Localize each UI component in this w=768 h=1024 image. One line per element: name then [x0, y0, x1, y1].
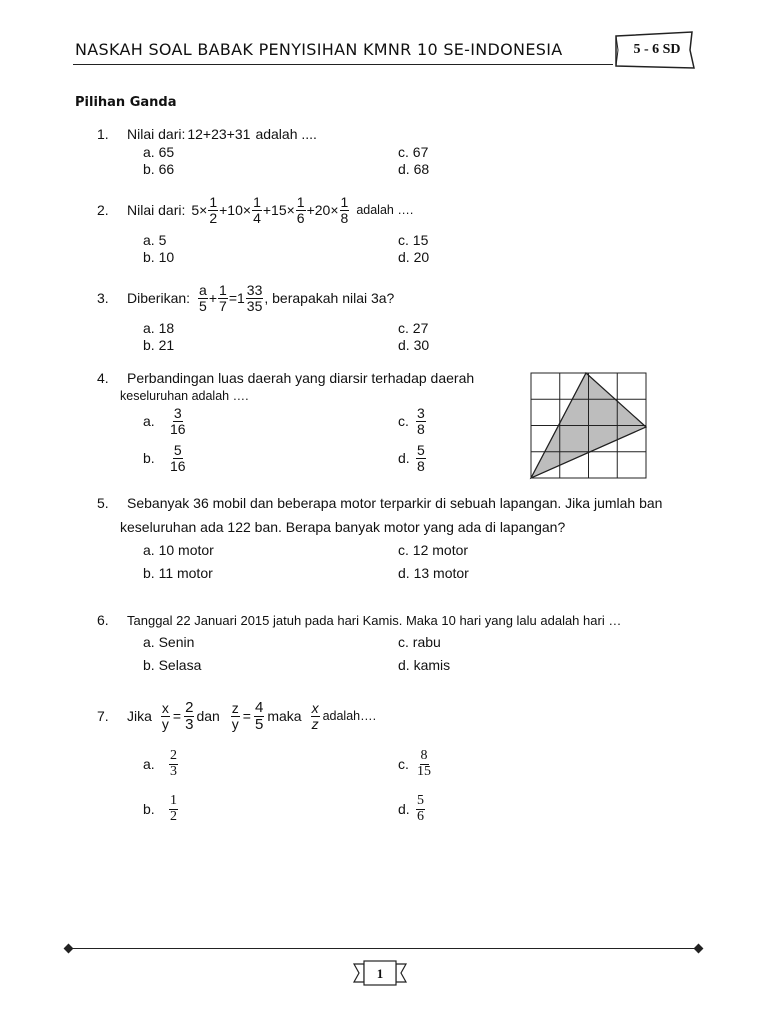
math-term: +10×: [219, 202, 252, 219]
question-number: 7.: [97, 708, 109, 725]
fraction: [254, 700, 264, 733]
numerator: 1: [209, 194, 218, 210]
fraction: [208, 195, 218, 225]
numerator: 3: [173, 405, 182, 421]
math-expression: 12+23+31: [187, 126, 251, 142]
document-title: NASKAH SOAL BABAK PENYISIHAN KMNR 10 SE-INDONESIA: [75, 40, 563, 59]
denominator: 16: [170, 420, 186, 437]
math-term: +20×: [306, 202, 339, 219]
option-a[interactable]: a. Senin: [143, 634, 195, 650]
numerator: 4: [254, 699, 264, 716]
question-suffix: adalah ....: [255, 126, 317, 142]
denominator: z: [311, 715, 319, 732]
math-operator: =: [242, 708, 251, 725]
option-a[interactable]: a. 65: [143, 144, 175, 160]
question-text: Sebanyak 36 mobil dan beberapa motor terparkir di sebuah lapangan. Jika jumlah ban: [127, 495, 663, 511]
question-text: Perbandingan luas daerah yang diarsir terhadap daerah: [127, 370, 475, 386]
math-operator: +: [208, 290, 218, 307]
denominator: 5: [199, 297, 207, 314]
option-a[interactable]: [143, 749, 179, 779]
question-text-continued: keseluruhan adalah ….: [120, 389, 249, 403]
numerator: x: [311, 700, 319, 717]
option-c[interactable]: c. 67: [398, 144, 429, 160]
fraction: [246, 283, 264, 313]
denominator: 2: [209, 209, 218, 226]
numerator: 1: [340, 194, 349, 210]
numerator: 1: [170, 793, 177, 808]
option-label: d.: [398, 801, 410, 818]
fraction: [231, 701, 240, 731]
option-label: c.: [398, 756, 409, 773]
denominator: y: [161, 715, 169, 732]
option-a[interactable]: a. 10 motor: [143, 542, 214, 558]
option-b[interactable]: b. 10: [143, 249, 175, 265]
option-b[interactable]: b. 21: [143, 337, 175, 353]
numerator: 33: [246, 282, 263, 298]
numerator: 1: [219, 282, 227, 298]
option-b[interactable]: [143, 794, 179, 824]
fraction: [218, 283, 228, 313]
numerator: 3: [417, 405, 425, 421]
question-suffix: adalah….: [322, 709, 377, 724]
option-c[interactable]: [398, 749, 433, 779]
fraction: [416, 749, 432, 779]
question-text: dan: [196, 708, 220, 725]
question-4: [97, 370, 474, 386]
denominator: 6: [417, 808, 424, 824]
denominator: 4: [253, 209, 261, 226]
question-6: [97, 612, 621, 628]
option-c[interactable]: c. 12 motor: [398, 542, 469, 558]
option-c[interactable]: c. rabu: [398, 634, 441, 650]
question-number: 6.: [97, 612, 109, 628]
numerator: 8: [420, 748, 428, 763]
fraction: [161, 701, 170, 731]
question-number: 1.: [97, 126, 109, 142]
math-operator: =: [172, 708, 182, 725]
header-divider: [73, 64, 613, 65]
fraction: [169, 749, 178, 779]
option-c[interactable]: c. 15: [398, 232, 429, 248]
numerator: 2: [170, 748, 177, 763]
option-b[interactable]: b. Selasa: [143, 657, 202, 673]
question-suffix: adalah ….: [356, 203, 414, 218]
page-number: 1: [376, 966, 384, 981]
option-a[interactable]: [143, 406, 188, 436]
option-c[interactable]: c. 27: [398, 320, 429, 336]
option-d[interactable]: d. 30: [398, 337, 430, 353]
option-d[interactable]: d. kamis: [398, 657, 451, 673]
footer-divider: [68, 948, 700, 949]
option-label: b.: [143, 801, 155, 818]
question-number: 3.: [97, 290, 109, 307]
numerator: 5: [173, 442, 182, 458]
denominator: 15: [417, 763, 431, 779]
fraction: [416, 794, 425, 824]
denominator: 16: [170, 457, 186, 474]
math-operator: =1: [228, 290, 245, 307]
option-label: d.: [398, 450, 410, 467]
math-term: +15×: [262, 202, 295, 219]
denominator: 8: [417, 457, 425, 474]
shaded-triangle-grid-figure: [528, 370, 650, 482]
option-d[interactable]: [398, 443, 427, 473]
option-d[interactable]: d. 68: [398, 161, 430, 177]
fraction: [184, 700, 194, 733]
fraction: [252, 195, 262, 225]
option-b[interactable]: b. 11 motor: [143, 565, 213, 581]
numerator: 5: [417, 442, 425, 458]
option-d[interactable]: d. 13 motor: [398, 565, 469, 581]
question-number: 2.: [97, 202, 109, 219]
question-3: [97, 283, 394, 313]
grade-label: 5 - 6 SD: [633, 42, 681, 57]
section-title: Pilihan Ganda: [75, 95, 177, 110]
option-d[interactable]: d. 20: [398, 249, 430, 265]
fraction: [416, 443, 426, 473]
question-text: Nilai dari:: [127, 126, 186, 142]
option-label: a.: [143, 413, 155, 430]
numerator: 2: [185, 699, 194, 716]
option-b[interactable]: [143, 443, 188, 473]
option-label: b.: [143, 450, 155, 467]
question-number: 5.: [97, 495, 109, 511]
denominator: 2: [170, 808, 177, 824]
denominator: 7: [219, 297, 227, 314]
numerator: 1: [296, 194, 305, 210]
fraction: [296, 195, 306, 225]
denominator: 35: [246, 297, 263, 314]
math-term: 5×: [191, 202, 208, 219]
fraction: [416, 406, 426, 436]
question-text: Diberikan:: [127, 290, 191, 307]
question-text: maka: [267, 708, 302, 725]
fraction: [311, 701, 320, 731]
option-a[interactable]: a. 18: [143, 320, 175, 336]
denominator: y: [231, 715, 239, 732]
fraction: [198, 283, 208, 313]
numerator: 5: [417, 793, 424, 808]
question-text: Jika: [127, 708, 152, 725]
question-text: Tanggal 22 Januari 2015 jatuh pada hari Kamis. Maka 10 hari yang lalu adalah hari …: [127, 612, 622, 628]
option-d[interactable]: [398, 794, 426, 824]
fraction: [169, 794, 178, 824]
question-5: [97, 495, 662, 511]
question-7: [97, 700, 376, 733]
question-text-continued: keseluruhan ada 122 ban. Berapa banyak motor yang ada di lapangan?: [120, 519, 566, 535]
option-c[interactable]: [398, 406, 427, 436]
denominator: 8: [340, 209, 349, 226]
question-number: 4.: [97, 370, 109, 386]
denominator: 5: [254, 715, 264, 733]
option-b[interactable]: b. 66: [143, 161, 175, 177]
denominator: 8: [417, 420, 425, 437]
question-2: [97, 195, 413, 225]
denominator: 3: [170, 763, 177, 779]
numerator: a: [199, 282, 207, 298]
fraction: [169, 443, 187, 473]
denominator: 3: [185, 715, 194, 733]
numerator: z: [231, 700, 239, 717]
numerator: 1: [253, 194, 261, 210]
question-1: [97, 126, 317, 142]
option-label: c.: [398, 413, 409, 430]
fraction: [340, 195, 350, 225]
footer-right-diamond: [694, 944, 704, 954]
fraction: [169, 406, 187, 436]
numerator: x: [161, 700, 169, 717]
option-a[interactable]: a. 5: [143, 232, 167, 248]
footer-left-diamond: [64, 944, 74, 954]
question-suffix: , berapakah nilai 3a?: [264, 290, 395, 307]
option-label: a.: [143, 756, 155, 773]
denominator: 6: [296, 209, 305, 226]
question-text: Nilai dari:: [127, 202, 186, 219]
